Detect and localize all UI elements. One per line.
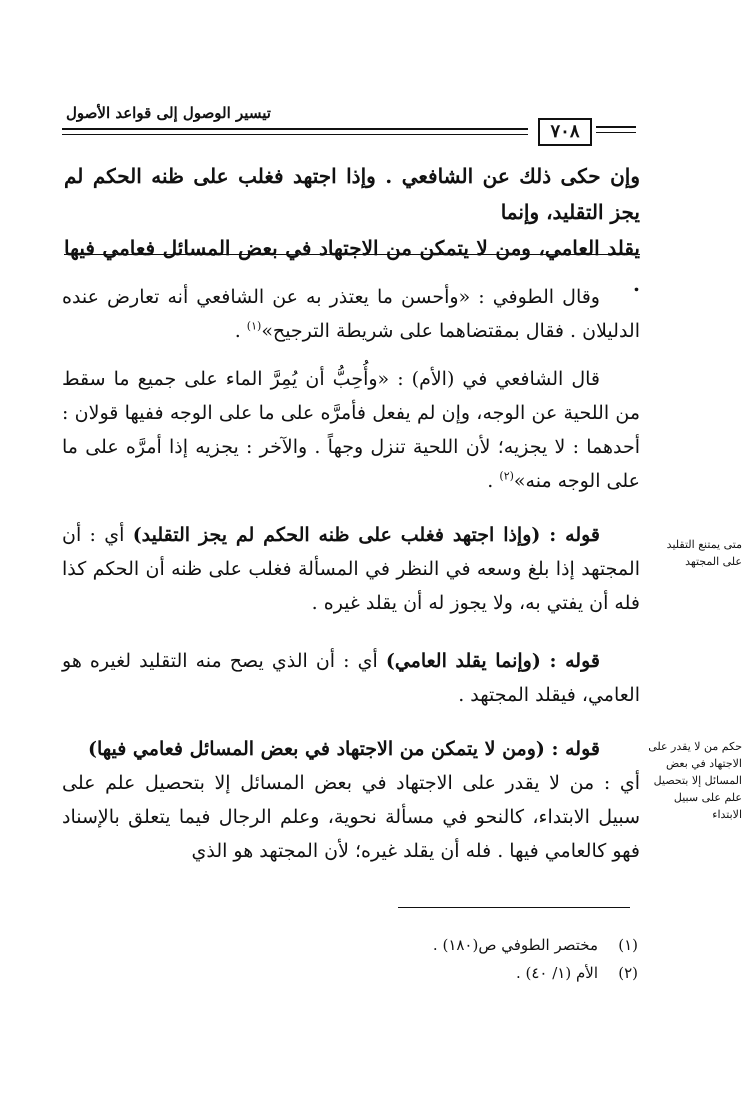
- paragraph-end: .: [234, 320, 247, 342]
- page-number: ٧٠٨: [538, 118, 592, 146]
- paragraph-text: أي : من لا يقدر على الاجتهاد في بعض المسائل إلا بتحصيل علم على سبيل الابتداء، كالنحو في مسألة نحوية، وعلم الرجال فيما يتعلق بالإسناد فهو كالعامي فيها . فله أن يقلد غيره؛ لأن المجتهد هو الذي: [62, 772, 640, 862]
- running-header-title: تيسير الوصول إلى قواعد الأصول: [66, 104, 271, 122]
- margin-note: حكم من لا يقدر على الاجتهاد في بعض المسائل إلا بتحصيل علم على سبيل الابتداء: [648, 740, 742, 821]
- paragraph-text: أي : أن المجتهد إذا بلغ وسعه في النظر في المسألة فغلب على ظنه أن الحكم كذا فله أن يفتي به، ولا يجوز له أن يقلد غيره .: [62, 524, 640, 614]
- paragraph-partial-ijtihad-body: [62, 766, 640, 868]
- quoted-matn: قوله : (وإنما يقلد العامي): [385, 650, 600, 672]
- paragraph-text: وقال الطوفي : «وأحسن ما يعتذر به عن الشافعي أنه تعارض عنده الدليلان . فقال بمقتضاهما على شريطة الترجيح»: [62, 286, 640, 342]
- matn-line: يقلد العامي، ومن لا يتمكن من الاجتهاد في بعض المسائل فعامي فيها .: [64, 236, 640, 296]
- footnote-number: (١): [618, 936, 638, 954]
- matn-line: وإن حكى ذلك عن الشافعي . وإذا اجتهد فغلب على ظنه الحكم لم يجز التقليد، وإنما: [64, 164, 640, 224]
- paragraph-text: قال الشافعي في (الأم) : «وأُحِبُّ أن يُمِرَّ الماء على جميع ما سقط من اللحية عن الوجه، وإن لم يفعل فأمرَّه على ما على الوجه ففيها قولان : أحدهما : لا يجزيه؛ لأن اللحية تنزل وجهاً . والآخر : يجزيه إذا أمرَّه على ما على الوجه منه»: [62, 368, 640, 492]
- paragraph-ijtihad: [62, 518, 640, 620]
- footnote-ref: (١): [246, 319, 262, 333]
- matn-separator: [64, 254, 640, 255]
- footnote-item: [300, 934, 638, 956]
- header-dash: [596, 126, 636, 133]
- paragraph-tufi: [62, 280, 640, 348]
- footnote-separator: [398, 907, 630, 908]
- footnote-ref: (٢): [499, 469, 514, 483]
- paragraph-shafii: [62, 362, 640, 498]
- paragraph-ammi: [62, 644, 640, 712]
- footnote-item: [300, 962, 638, 984]
- header-rule: [62, 128, 528, 135]
- footnote-number: (٢): [618, 964, 638, 982]
- footnote-text: الأم (١/ ٤٠) .: [515, 964, 598, 982]
- footnote-text: مختصر الطوفي ص(١٨٠) .: [432, 936, 598, 954]
- paragraph-partial-ijtihad: [62, 732, 640, 766]
- paragraph-end: .: [487, 470, 500, 492]
- paragraph-text: أي : أن الذي يصح منه التقليد لغيره هو العامي، فيقلد المجتهد .: [62, 650, 640, 706]
- quoted-matn: قوله : (ومن لا يتمكن من الاجتهاد في بعض المسائل فعامي فيها): [87, 738, 600, 760]
- quoted-matn: قوله : (وإذا اجتهد فغلب على ظنه الحكم لم يجز التقليد): [132, 524, 601, 546]
- margin-note: متى يمتنع التقليد على المجتهد: [666, 538, 742, 568]
